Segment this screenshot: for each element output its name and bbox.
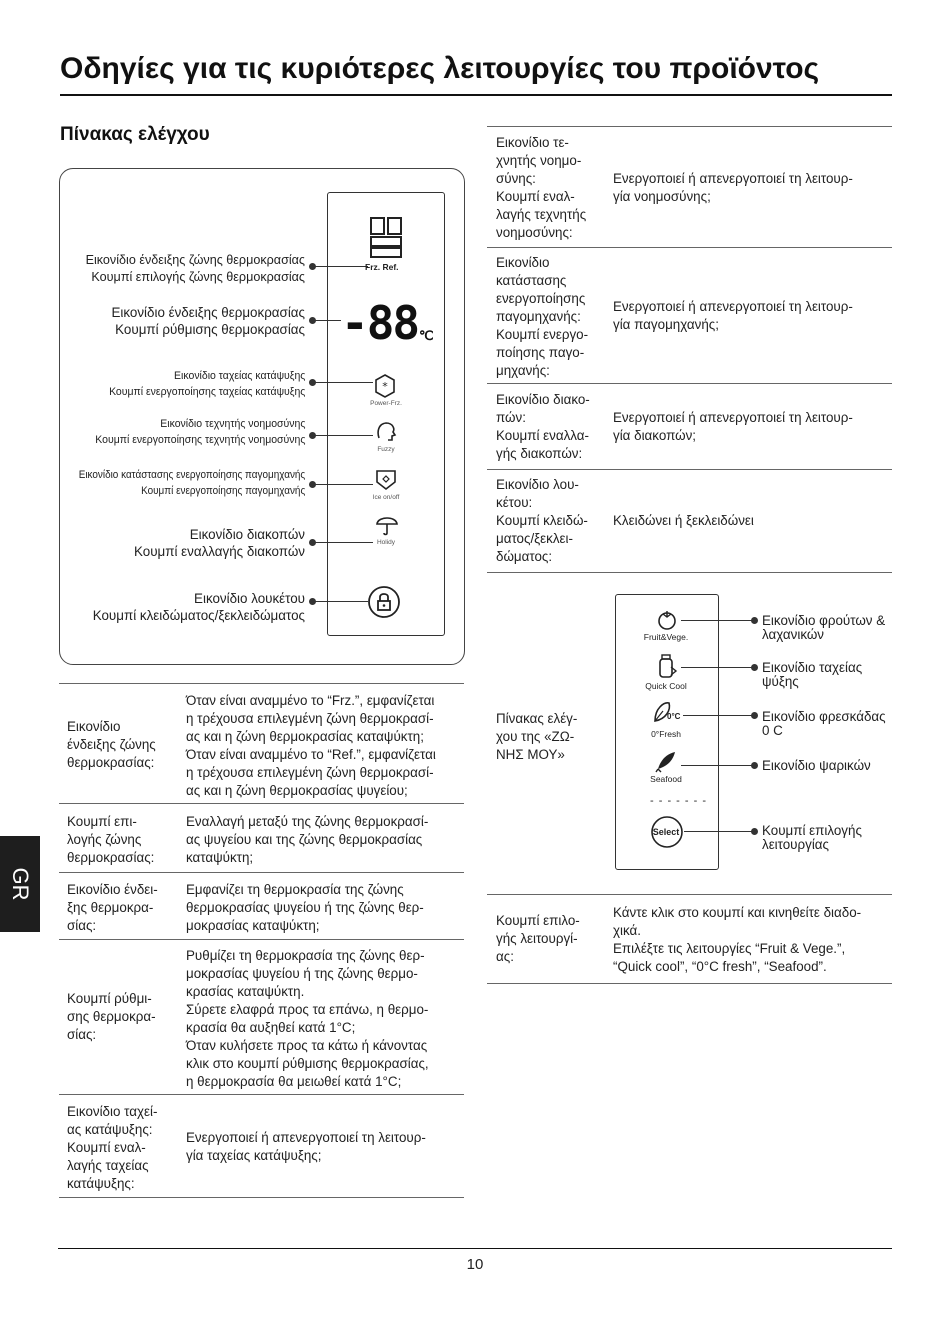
callout-seafood: Εικονίδιο ψαρικών [762,758,871,773]
left-description-table [59,683,464,1198]
table-rule [487,983,892,984]
table-term: Εικονίδιο διακο- πών: Κουμπί εναλλα- γής διακοπών: [496,392,590,461]
svg-text:*: * [382,380,388,393]
table-term: Κουμπί επι- λογής ζώνης θερμοκρασίας: [67,814,155,865]
callout-zone-line1: Εικονίδιο ένδειξης ζώνης θερμοκρασίας [85,253,305,267]
fish-icon[interactable] [655,749,679,773]
callout-power-freeze-line2: Κουμπί ενεργοποίησης ταχείας κατάψυξης [108,386,305,398]
callout-zone-line2: Κουμπί επιλογής ζώνης θερμοκρασίας [91,269,305,284]
callout-temperature-line2: Κουμπί ρύθμισης θερμοκρασίας [115,322,305,337]
table-rule [487,383,892,384]
table-rule [59,939,464,940]
callout-lock-line2: Κουμπί κλειδώματος/ξεκλειδώματος [92,608,305,623]
my-zone-row-label: Πίνακας ελέγ- χου της «ΖΩ- ΝΗΣ ΜΟΥ» [496,711,578,762]
quick-cool-caption: Quick Cool [645,681,687,691]
language-tab-label: GR [8,867,33,901]
section-heading: Πίνακας ελέγχου [60,124,210,145]
lock-icon[interactable] [366,584,402,620]
select-button-label[interactable]: Select [652,827,680,837]
callout-quick-cool: Εικονίδιο ταχείας ψύξης [762,660,863,689]
myzone-callout-leader [681,620,753,621]
myzone-callout-leader [681,667,753,668]
table-desc: Εναλλαγή μεταξύ της ζώνης θερμοκρασί- ας ψυγείου και της ζώνης θερμοκρασίας καταψύκτη; [186,814,429,865]
callout-ice-line1: Εικονίδιο κατάστασης ενεργοποίησης παγομηχανής [78,469,305,481]
callout-holiday-line1: Εικονίδιο διακοπών [189,527,305,542]
callout-lock-leader [313,601,368,602]
fuzzy-caption: Fuzzy [377,446,395,453]
callout-fuzzy-line1: Εικονίδιο τεχνητής νοημοσύνης [159,418,305,430]
callout-fuzzy [95,416,305,448]
table-term: Κουμπί ρύθμι- σης θερμοκρα- σίας: [67,991,156,1042]
brain-icon[interactable] [375,420,397,444]
table-desc: Ενεργοποιεί ή απενεργοποιεί τη λειτουρ- γία παγομηχανής; [613,299,853,332]
table-desc: Κλειδώνει ή ξεκλειδώνει [613,513,754,528]
callout-power-freeze-leader [313,382,373,383]
table-desc: Κάντε κλικ στο κουμπί και κινηθείτε διαδο- χικά. Επιλέξτε τις λειτουργίες “Fruit & Vege.”, “Quick cool”, “0°C fresh”, “Seafood”. [613,905,862,974]
table-term: Εικονίδιο ένδειξης ζώνης θερμοκρασίας: [67,719,156,770]
table-rule [59,803,464,804]
power-freeze-caption: Power-Frz. [370,400,402,407]
callout-temperature-line1: Εικονίδιο ένδειξης θερμοκρασίας [111,305,305,320]
table-term: Κουμπί επιλο- γής λειτουργί- ας: [496,913,580,964]
table-rule [487,469,892,470]
temperature-display[interactable]: -88 [341,296,419,350]
callout-holiday-line2: Κουμπί εναλλαγής διακοπών [134,544,305,559]
table-rule [59,683,464,684]
callout-fresh: Εικονίδιο φρεσκάδας 0 C [762,709,886,738]
fresh-tag: 0°C [667,712,681,721]
table-rule [487,894,892,895]
seafood-caption: Seafood [650,774,682,784]
callout-zone-leader [313,266,368,267]
temperature-unit: ℃ [419,328,434,343]
callout-power-freeze [109,368,305,400]
myzone-callout-leader [684,831,753,832]
zone-caption: Frz. Ref. [365,262,399,272]
language-tab [0,836,40,932]
callout-ice-line2: Κουμπί ενεργοποίησης παγομηχανής [140,485,305,497]
table-desc: Όταν είναι αναμμένο το “Frz.”, εμφανίζεται η τρέχουσα επιλεγμένη ζώνη θερμοκρασί- ας και η ζώνη θερμοκρασίας καταψύκτη; Όταν είναι αναμμένο το “Ref.”, εμφανίζεται η τρέχουσα επιλεγμένη ζώνη θερμοκρασί- ας και η ζώνη θερμοκρασίας ψυγείου; [186,693,436,798]
table-term: Εικονίδιο λου- κέτου: Κουμπί κλειδώ- ματος/ξεκλει- δώματος: [496,477,588,564]
myzone-callout-leader [681,765,753,766]
table-rule [487,126,892,127]
table-term: Εικονίδιο ταχεί- ας κατάψυξης: Κουμπί εναλ- λαγής ταχείας κατάψυξης: [67,1104,158,1191]
tomato-icon[interactable] [656,609,678,631]
table-rule [59,872,464,873]
holiday-caption: Holidy [376,539,396,546]
table-term: Εικονίδιο τε- χνητής νοημο- σύνης: Κουμπί εναλ- λαγής τεχνητής νοημοσύνης: [496,135,587,240]
table-desc: Ενεργοποιεί ή απενεργοποιεί τη λειτουρ- γία διακοπών; [613,410,853,443]
table-rule [487,247,892,248]
callout-fuzzy-leader [313,435,373,436]
page-number: 10 [466,1256,484,1273]
myzone-callout-leader [683,715,753,716]
page-title: Οδηγίες για τις κυριότερες λειτουργίες του προϊόντος [60,52,820,85]
fresh-caption: 0°Fresh [651,729,681,739]
ice-caption: Ice on/off [372,494,400,501]
callout-fuzzy-line2: Κουμπί ενεργοποίησης τεχνητής νοημοσύνης [94,434,305,446]
table-term: Εικονίδιο ένδει- ξης θερμοκρα- σίας: [67,882,158,933]
right-description-table [487,126,892,573]
callout-ice [78,467,305,499]
callout-select: Κουμπί επιλογής λειτουργίας [762,823,862,852]
callout-ice-leader [313,484,373,485]
ice-icon[interactable] [375,468,397,492]
bottle-icon[interactable] [656,654,678,680]
table-desc: Ενεργοποιεί ή απενεργοποιεί τη λειτουρ- γία νοημοσύνης; [613,171,853,204]
callout-lock [93,590,305,624]
table-term: Εικονίδιο κατάστασης ενεργοποίησης παγομηχανής: Κουμπί ενεργο- ποίησης παγο- μηχανής: [496,255,589,378]
callout-holiday [134,526,305,560]
fruit-vege-caption: Fruit&Vege. [643,632,689,642]
table-desc: Εμφανίζει τη θερμοκρασία της ζώνης θερμοκρασίας ψυγείου ή της ζώνης θερ- μοκρασίας καταψύκτη; [186,882,424,933]
table-desc: Ρυθμίζει τη θερμοκρασία της ζώνης θερ- μοκρασίας ψυγείου ή της ζώνης θερμο- κρασίας καταψύκτη. Σύρετε ελαφρά προς τα επάνω, η θερμο- κρασία θα αυξηθεί κατά 1°C; Όταν κυλήσετε προς τα κάτω ή κάνοντας κλικ στο κουμπί ρύθμισης θερμοκρασίας, η θερμοκρασία θα μειωθεί κατά 1°C; [186,948,429,1089]
table-rule [59,1197,464,1198]
zone-separator: - - - - - - - [650,795,707,807]
fridge-zone-icon[interactable] [368,216,404,262]
callout-temperature-leader [313,320,341,321]
callout-zone [86,252,305,285]
callout-temperature [111,304,305,338]
umbrella-icon[interactable] [375,512,399,536]
snowflake-icon[interactable] [374,374,396,398]
callout-fruit-vege: Εικονίδιο φρούτων & λαχανικών [762,613,886,642]
table-rule [59,1094,464,1095]
title-rule [60,94,892,96]
table-rule [487,572,892,573]
table-desc: Ενεργοποιεί ή απενεργοποιεί τη λειτουρ- γία ταχείας κατάψυξης; [186,1130,426,1163]
callout-power-freeze-line1: Εικονίδιο ταχείας κατάψυξης [173,370,305,382]
select-description-table [487,894,892,984]
footer-rule [58,1248,892,1249]
callout-lock-line1: Εικονίδιο λουκέτου [194,591,305,606]
